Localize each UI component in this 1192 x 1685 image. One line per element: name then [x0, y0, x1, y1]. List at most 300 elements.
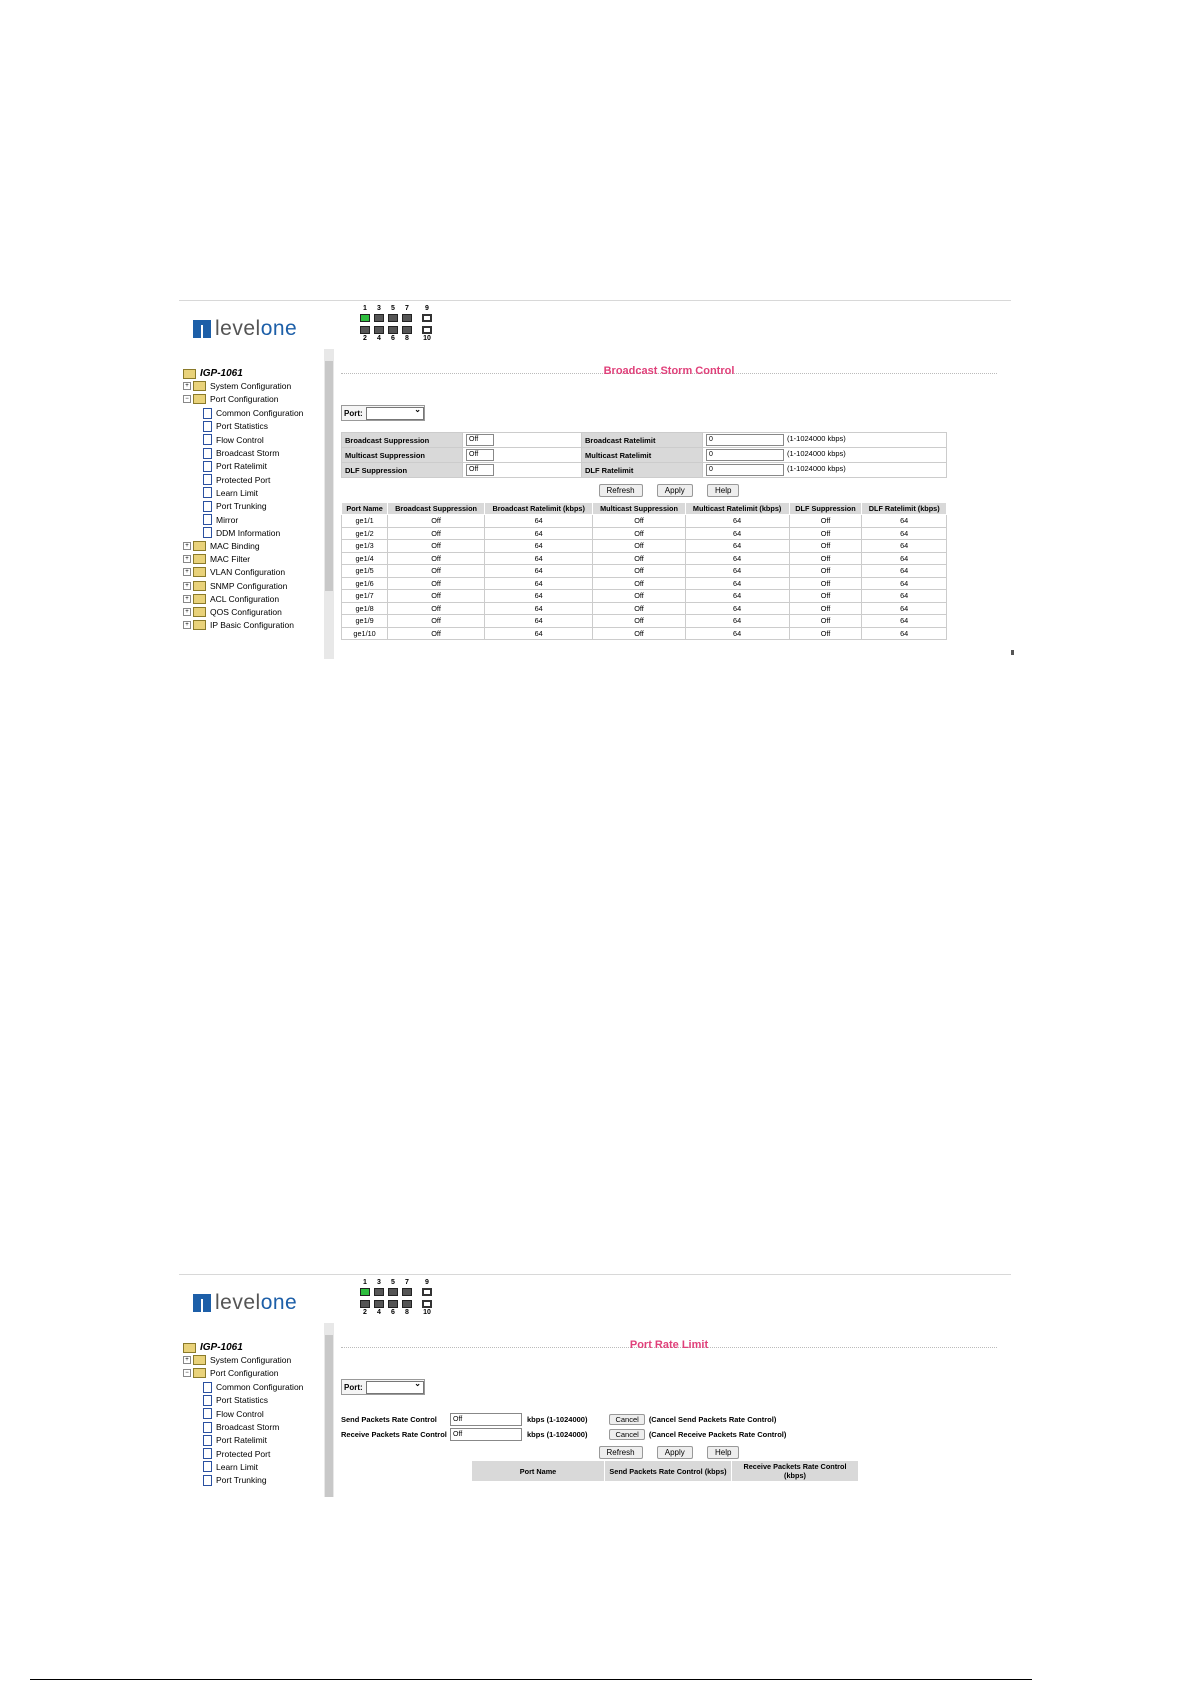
tree-item-label: Flow Control [216, 1408, 264, 1419]
logo-text-level: level [215, 317, 261, 340]
table-cell: Off [388, 527, 485, 540]
table-row [342, 515, 947, 528]
folder-icon [193, 1355, 206, 1365]
storm-control-screenshot [179, 300, 1011, 659]
column-header: Receive Packets Rate Control (kbps) [732, 1461, 859, 1482]
rate-input[interactable]: 0 [706, 464, 784, 476]
port-num: 6 [391, 1309, 395, 1316]
table-cell: 64 [685, 627, 789, 640]
tree-item[interactable] [203, 1422, 279, 1433]
folder-icon [193, 620, 206, 630]
page-icon [203, 461, 212, 472]
tree-item[interactable] [203, 514, 238, 525]
table-cell: Off [789, 540, 862, 553]
collapse-icon[interactable]: − [183, 1369, 191, 1377]
port-icon[interactable] [374, 1288, 384, 1296]
rate-input[interactable]: 0 [706, 434, 784, 446]
table-cell: Off [388, 590, 485, 603]
table-cell: 64 [862, 565, 947, 578]
table-cell: 64 [862, 602, 947, 615]
table-cell: Off [789, 565, 862, 578]
tree-item[interactable] [183, 1368, 279, 1378]
tree-item[interactable] [183, 620, 294, 630]
levelone-logo [193, 317, 297, 341]
receive-cancel-note: (Cancel Receive Packets Rate Control) [648, 1430, 787, 1439]
port-panel [359, 1279, 459, 1319]
table-cell: 64 [862, 615, 947, 628]
table-cell: 64 [862, 627, 947, 640]
tree-item[interactable] [203, 1395, 268, 1406]
rate-label: Broadcast Ratelimit [582, 433, 703, 448]
table-cell: 64 [484, 515, 592, 528]
tree-item-label: VLAN Configuration [210, 567, 286, 578]
port-num: 7 [405, 1279, 409, 1286]
page-icon [203, 474, 212, 485]
table-cell: ge1/7 [342, 590, 388, 603]
receive-rate-input[interactable]: Off [450, 1428, 522, 1441]
tree-item-label: Protected Port [216, 474, 271, 485]
table-row [342, 590, 947, 603]
levelone-logo [193, 1291, 297, 1315]
port-num: 9 [425, 305, 429, 312]
page-icon [203, 408, 212, 419]
table-cell: 64 [685, 602, 789, 615]
logo-text-level: level [215, 1291, 261, 1314]
table-cell: Off [789, 515, 862, 528]
page-icon [203, 421, 212, 432]
table-cell: Off [789, 602, 862, 615]
sidebar-scrollbar[interactable] [324, 349, 334, 659]
table-cell: 64 [484, 552, 592, 565]
receive-rate-unit: kbps (1-1024000) [527, 1430, 588, 1439]
tree-item-label: System Configuration [210, 1355, 292, 1365]
column-header: DLF Ratelimit (kbps) [862, 503, 947, 515]
apply-button[interactable]: Apply [657, 1446, 693, 1459]
table-cell: 64 [484, 540, 592, 553]
levelone-logo-icon [193, 320, 211, 338]
tree-item-label: Port Statistics [216, 1395, 268, 1406]
folder-icon [193, 554, 206, 564]
config-row [342, 448, 947, 463]
send-rate-input[interactable]: Off [450, 1413, 522, 1426]
folder-icon [193, 594, 206, 604]
scrollbar-thumb[interactable] [325, 1335, 333, 1497]
port-num: 1 [363, 305, 367, 312]
tree-item-label: MAC Filter [210, 553, 251, 564]
port-num: 1 [363, 1279, 367, 1286]
page-icon [203, 1475, 212, 1486]
fiber-port-icon[interactable] [422, 326, 432, 334]
column-header: Port Name [342, 503, 388, 515]
table-cell: ge1/4 [342, 552, 388, 565]
table-cell: ge1/6 [342, 577, 388, 590]
page-icon [203, 1461, 212, 1472]
fiber-port-icon[interactable] [422, 1288, 432, 1296]
tree-item[interactable] [203, 487, 258, 498]
tree-item-label: IP Basic Configuration [210, 620, 294, 631]
page-icon [203, 501, 212, 512]
page-icon [203, 448, 212, 459]
tree-item-label: Broadcast Storm [216, 448, 280, 458]
receive-cancel-button[interactable]: Cancel [609, 1429, 644, 1440]
table-cell: 64 [685, 577, 789, 590]
suppression-select[interactable]: Off [466, 449, 494, 461]
expand-icon[interactable]: + [183, 1356, 191, 1364]
port-icon[interactable] [388, 326, 398, 334]
table-row [342, 565, 947, 578]
column-header: Broadcast Suppression [388, 503, 485, 515]
port-num: 5 [391, 1279, 395, 1286]
tree-item[interactable] [183, 394, 279, 404]
port-icon[interactable] [360, 326, 370, 334]
tree-item[interactable] [203, 1435, 267, 1446]
table-cell: ge1/1 [342, 515, 388, 528]
port-icon[interactable] [374, 314, 384, 322]
rate-hint: (1-1024000 kbps) [787, 464, 846, 473]
receive-rate-label: Receive Packets Rate Control [341, 1430, 447, 1439]
folder-icon [193, 567, 206, 577]
rate-label: DLF Ratelimit [582, 463, 703, 478]
folder-icon [193, 394, 206, 404]
column-header: Port Name [472, 1461, 605, 1482]
table-row [342, 627, 947, 640]
table-cell: 64 [862, 527, 947, 540]
config-row [342, 433, 947, 448]
port-num: 9 [425, 1279, 429, 1286]
port-panel [359, 305, 459, 345]
sidebar-scrollbar[interactable] [324, 1323, 334, 1497]
table-row [342, 577, 947, 590]
port-num: 10 [423, 1309, 431, 1316]
page-icon [203, 434, 212, 445]
table-cell: 64 [685, 527, 789, 540]
column-header: Multicast Suppression [593, 503, 685, 515]
tree-item[interactable] [203, 527, 280, 538]
port-selector [341, 405, 425, 421]
table-cell: Off [388, 602, 485, 615]
table-cell: 64 [685, 615, 789, 628]
tree-item[interactable] [203, 1382, 303, 1393]
tree-item-label: System Configuration [210, 381, 292, 391]
page-title: Broadcast Storm Control [603, 365, 735, 377]
column-header: DLF Suppression [789, 503, 862, 515]
port-icon[interactable] [402, 314, 412, 322]
port-icon[interactable] [374, 1300, 384, 1308]
port-icon[interactable] [388, 1288, 398, 1296]
port-select[interactable] [366, 1381, 424, 1394]
table-cell: Off [593, 515, 685, 528]
page-artifact [1011, 650, 1014, 655]
table-cell: Off [593, 577, 685, 590]
tree-item-label: SNMP Configuration [210, 580, 288, 591]
port-num: 2 [363, 335, 367, 342]
table-cell: Off [388, 552, 485, 565]
rate-hint: (1-1024000 kbps) [787, 434, 846, 443]
suppression-select[interactable]: Off [466, 464, 494, 476]
table-cell: 64 [484, 590, 592, 603]
table-cell: Off [789, 615, 862, 628]
table-cell: Off [593, 527, 685, 540]
table-cell: ge1/8 [342, 602, 388, 615]
tree-item-label: Port Trunking [216, 1475, 267, 1486]
expand-icon[interactable]: + [183, 595, 191, 603]
port-label: Port: [344, 408, 363, 418]
table-row [342, 552, 947, 565]
tree-item-label: Port Statistics [216, 421, 268, 432]
storm-status-table [341, 502, 947, 640]
port-num: 2 [363, 1309, 367, 1316]
tree-item[interactable] [203, 474, 270, 485]
page-icon [203, 1422, 212, 1433]
tree-item-label: QOS Configuration [210, 607, 282, 618]
nav-tree [179, 1323, 335, 1497]
tree-item-label: Port Trunking [216, 501, 267, 512]
port-icon[interactable] [402, 1300, 412, 1308]
apply-button[interactable]: Apply [657, 484, 693, 497]
tree-item-label: Port Ratelimit [216, 1435, 268, 1446]
receive-rate-row [341, 1428, 786, 1441]
fiber-port-icon[interactable] [422, 314, 432, 322]
device-name: IGP-1061 [200, 1342, 243, 1353]
table-cell: Off [789, 577, 862, 590]
suppression-select[interactable]: Off [466, 434, 494, 446]
table-cell: 64 [685, 515, 789, 528]
page-title: Port Rate Limit [629, 1339, 709, 1351]
page-icon [203, 487, 212, 498]
tree-item-label: Learn Limit [216, 487, 259, 498]
table-cell: 64 [685, 552, 789, 565]
tree-item[interactable] [203, 1408, 264, 1419]
page-icon [203, 1408, 212, 1419]
tree-item-label: Learn Limit [216, 1461, 259, 1472]
port-icon[interactable] [388, 314, 398, 322]
send-rate-label: Send Packets Rate Control [341, 1415, 437, 1424]
page-icon [203, 527, 212, 538]
expand-icon[interactable]: + [183, 542, 191, 550]
port-icon[interactable] [402, 326, 412, 334]
table-cell: 64 [862, 552, 947, 565]
rate-label: Multicast Ratelimit [582, 448, 703, 463]
table-cell: 64 [484, 615, 592, 628]
table-cell: ge1/9 [342, 615, 388, 628]
table-cell: ge1/5 [342, 565, 388, 578]
tree-item[interactable] [183, 554, 250, 564]
action-buttons [341, 1446, 997, 1459]
table-cell: Off [789, 627, 862, 640]
port-rate-limit-screenshot [179, 1274, 1011, 1497]
tree-item-label: MAC Binding [210, 540, 260, 551]
table-cell: 64 [862, 577, 947, 590]
tree-item[interactable] [203, 501, 267, 512]
page-icon [203, 514, 212, 525]
page-icon [203, 1448, 212, 1459]
folder-icon [193, 581, 206, 591]
table-cell: 64 [484, 565, 592, 578]
table-cell: 64 [484, 577, 592, 590]
send-rate-row [341, 1413, 776, 1426]
page-icon [203, 1435, 212, 1446]
folder-icon [193, 607, 206, 617]
tree-item[interactable] [203, 1461, 258, 1472]
folder-open-icon [183, 1343, 196, 1353]
table-cell: 64 [484, 627, 592, 640]
tree-item-label: Port Ratelimit [216, 461, 268, 472]
tree-item[interactable] [203, 408, 303, 419]
column-header: Broadcast Ratelimit (kbps) [484, 503, 592, 515]
table-cell: Off [593, 590, 685, 603]
port-num: 4 [377, 335, 381, 342]
port-num: 8 [405, 335, 409, 342]
table-cell: Off [388, 540, 485, 553]
table-cell: Off [593, 565, 685, 578]
table-cell: Off [789, 590, 862, 603]
port-num: 5 [391, 305, 395, 312]
expand-icon[interactable]: + [183, 555, 191, 563]
config-label: Broadcast Suppression [342, 433, 463, 448]
help-button[interactable]: Help [707, 1446, 739, 1459]
expand-icon[interactable]: + [183, 382, 191, 390]
table-cell: Off [388, 627, 485, 640]
levelone-logo-icon [193, 1294, 211, 1312]
fiber-port-icon[interactable] [422, 1300, 432, 1308]
table-cell: ge1/10 [342, 627, 388, 640]
port-selector [341, 1379, 425, 1395]
table-cell: 64 [685, 590, 789, 603]
send-rate-unit: kbps (1-1024000) [527, 1415, 588, 1424]
column-header: Multicast Ratelimit (kbps) [685, 503, 789, 515]
tree-item[interactable] [203, 1448, 270, 1459]
tree-item[interactable] [183, 541, 260, 551]
send-cancel-note: (Cancel Send Packets Rate Control) [648, 1415, 777, 1424]
tree-item-label: Common Configuration [216, 408, 304, 419]
table-cell: 64 [685, 565, 789, 578]
table-cell: 64 [484, 602, 592, 615]
table-cell: Off [593, 602, 685, 615]
tree-item[interactable] [203, 1475, 267, 1486]
collapse-icon[interactable]: − [183, 395, 191, 403]
tree-item[interactable] [183, 594, 279, 604]
nav-tree [179, 349, 335, 659]
table-cell: Off [593, 552, 685, 565]
tree-item[interactable] [183, 581, 287, 591]
tree-item[interactable] [183, 567, 285, 577]
port-up-icon[interactable] [360, 314, 370, 322]
action-buttons [341, 484, 997, 497]
table-cell: 64 [862, 540, 947, 553]
scrollbar-thumb[interactable] [325, 361, 333, 591]
page-icon [203, 1382, 212, 1393]
port-num: 7 [405, 305, 409, 312]
port-num: 10 [423, 335, 431, 342]
expand-icon[interactable]: + [183, 568, 191, 576]
port-icon[interactable] [360, 1300, 370, 1308]
config-label: DLF Suppression [342, 463, 463, 478]
table-cell: 64 [685, 540, 789, 553]
port-up-icon[interactable] [360, 1288, 370, 1296]
folder-icon [193, 1368, 206, 1378]
help-button[interactable]: Help [707, 484, 739, 497]
tree-item-label: DDM Information [216, 527, 281, 538]
table-row [342, 602, 947, 615]
tree-item[interactable] [203, 421, 268, 432]
table-row [342, 615, 947, 628]
tree-item[interactable] [183, 1355, 291, 1365]
table-cell: Off [388, 615, 485, 628]
port-select[interactable] [366, 407, 424, 420]
table-cell: Off [789, 527, 862, 540]
tree-item-label: Broadcast Storm [216, 1422, 280, 1432]
expand-icon[interactable]: + [183, 608, 191, 616]
refresh-button[interactable]: Refresh [599, 484, 643, 497]
port-num: 8 [405, 1309, 409, 1316]
config-label: Multicast Suppression [342, 448, 463, 463]
tree-item[interactable] [203, 434, 264, 445]
config-row [342, 463, 947, 478]
main-panel [341, 349, 1011, 659]
tree-item-label: ACL Configuration [210, 593, 280, 604]
table-cell: 64 [862, 590, 947, 603]
tree-root[interactable] [183, 1342, 243, 1353]
logo-text-one: one [260, 1291, 298, 1314]
port-num: 6 [391, 335, 395, 342]
port-num: 3 [377, 305, 381, 312]
table-cell: 64 [484, 527, 592, 540]
expand-icon[interactable]: + [183, 582, 191, 590]
tree-item[interactable] [203, 448, 279, 459]
rate-input[interactable]: 0 [706, 449, 784, 461]
port-icon[interactable] [402, 1288, 412, 1296]
tree-item[interactable] [183, 381, 291, 391]
folder-icon [193, 381, 206, 391]
tree-item[interactable] [203, 461, 267, 472]
tree-item-label: Flow Control [216, 434, 264, 445]
table-row [342, 527, 947, 540]
page-icon [203, 1395, 212, 1406]
main-panel [341, 1323, 1011, 1497]
tree-item-label: Port Configuration [210, 394, 279, 405]
rate-limit-table [471, 1460, 859, 1482]
table-cell: 64 [862, 515, 947, 528]
port-num: 4 [377, 1309, 381, 1316]
table-cell: Off [593, 615, 685, 628]
table-row [342, 540, 947, 553]
send-cancel-button[interactable]: Cancel [609, 1414, 644, 1425]
refresh-button[interactable]: Refresh [599, 1446, 643, 1459]
tree-root[interactable] [183, 368, 243, 379]
tree-item-label: Common Configuration [216, 1382, 304, 1393]
table-cell: Off [388, 577, 485, 590]
folder-open-icon [183, 369, 196, 379]
table-cell: ge1/3 [342, 540, 388, 553]
table-cell: Off [388, 515, 485, 528]
table-cell: ge1/2 [342, 527, 388, 540]
column-header: Send Packets Rate Control (kbps) [605, 1461, 732, 1482]
tree-item[interactable] [183, 607, 282, 617]
table-cell: Off [593, 627, 685, 640]
folder-icon [193, 541, 206, 551]
port-label: Port: [344, 1382, 363, 1392]
tree-item-label: Port Configuration [210, 1368, 279, 1379]
port-icon[interactable] [388, 1300, 398, 1308]
tree-item-label: Protected Port [216, 1448, 271, 1459]
port-icon[interactable] [374, 326, 384, 334]
tree-item-label: Mirror [216, 514, 239, 525]
storm-config-table [341, 432, 947, 478]
table-cell: Off [593, 540, 685, 553]
port-num: 3 [377, 1279, 381, 1286]
device-name: IGP-1061 [200, 368, 243, 379]
expand-icon[interactable]: + [183, 621, 191, 629]
